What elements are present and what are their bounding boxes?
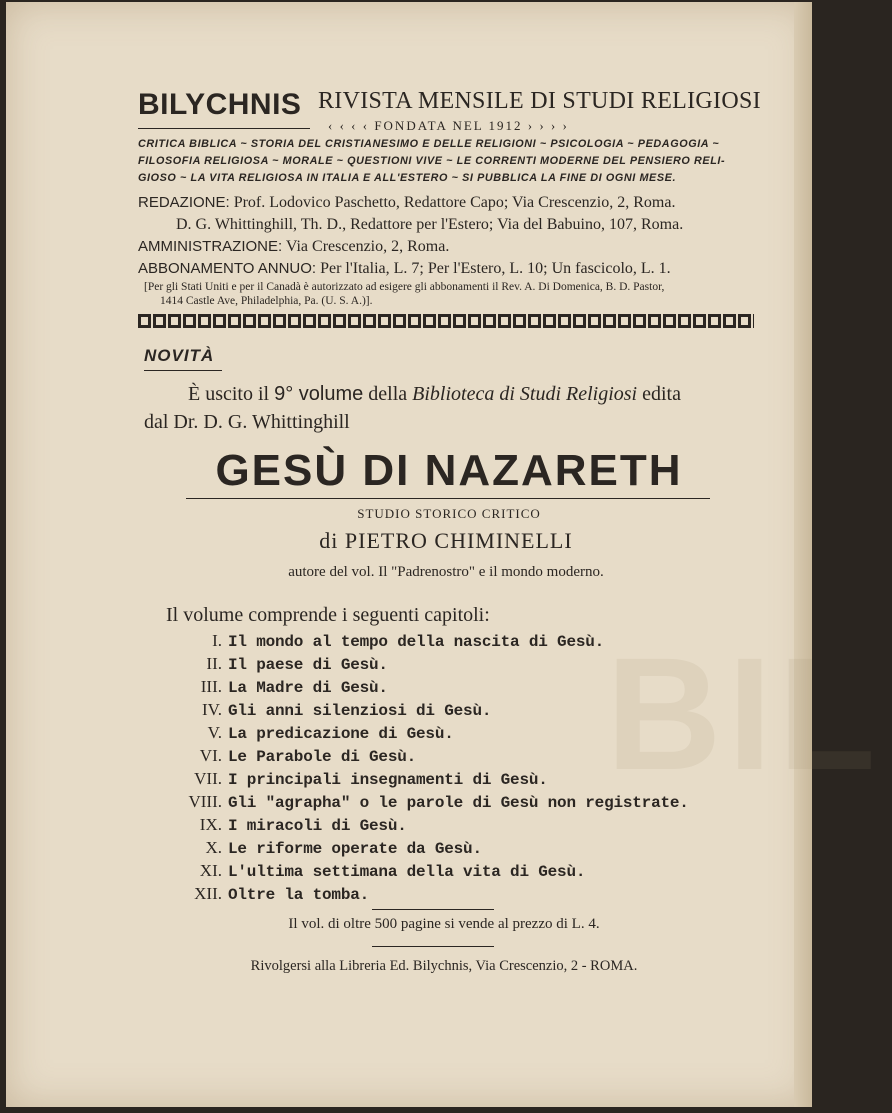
chapter-number: II. — [206, 654, 222, 673]
chapter-item — [166, 882, 766, 905]
redazione-text: Prof. Lodovico Paschetto, Redattore Capo; Via Crescenzio, 2, Roma. — [233, 194, 676, 211]
contact-line: Rivolgersi alla Libreria Ed. Bilychnis, Via Crescenzio, 2 - ROMA. — [250, 958, 638, 974]
chapter-title: I miracoli di Gesù. — [228, 817, 407, 835]
chapter-number: XII. — [194, 884, 222, 903]
chapter-title: Il mondo al tempo della nascita di Gesù. — [228, 633, 605, 651]
chapter-title: Oltre la tomba. — [228, 886, 370, 904]
subscription-note: 1414 Castle Ave, Philadelphia, Pa. (U. S. A.)]. — [160, 295, 373, 307]
chapter-item — [166, 721, 766, 744]
redazione-line-2: D. G. Whittinghill, Th. D., Redattore per l'Estero; Via del Babuino, 107, Roma. — [176, 216, 684, 233]
editorial-info — [138, 192, 758, 308]
text-run: edita — [637, 383, 681, 405]
book-subtitle: STUDIO STORICO CRITICO — [357, 506, 541, 521]
masthead-subtitle: RIVISTA MENSILE DI STUDI RELIGIOSI — [318, 88, 761, 114]
price-rule — [372, 946, 494, 947]
topics-line: GIOSO ~ LA VITA RELIGIOSA IN ITALIA E ALL'ESTERO ~ SI PUBBLICA LA FINE DI OGNI MESE. — [138, 172, 677, 184]
chapter-title: Le Parabole di Gesù. — [228, 748, 417, 766]
chapter-title: Le riforme operate da Gesù. — [228, 840, 482, 858]
announcement-line — [144, 380, 756, 408]
amministrazione-text: Via Crescenzio, 2, Roma. — [285, 238, 450, 255]
redazione-line — [138, 192, 758, 214]
title-rule — [186, 498, 710, 499]
announcement — [144, 380, 756, 436]
book-author: di PIETRO CHIMINELLI — [319, 528, 573, 553]
chapter-title: L'ultima settimana della vita di Gesù. — [228, 863, 586, 881]
chapter-title: La predicazione di Gesù. — [228, 725, 454, 743]
chapter-number: XI. — [199, 861, 222, 880]
price-line: Il vol. di oltre 500 pagine si vende al prezzo di L. 4. — [288, 916, 600, 932]
chapter-item — [166, 675, 766, 698]
abbonamento-text: Per l'Italia, L. 7; Per l'Estero, L. 10; Un fascicolo, L. 1. — [320, 260, 671, 277]
section-heading: NOVITÀ — [144, 346, 215, 365]
chapter-item — [166, 629, 766, 652]
chapter-number: III. — [200, 677, 222, 696]
book-title: GESÙ DI NAZARETH — [215, 446, 683, 495]
abbonamento-line — [138, 258, 758, 280]
ornamental-border — [138, 314, 754, 328]
chapter-number: X. — [205, 838, 222, 857]
founded-line: ‹ ‹ ‹ ‹ FONDATA NEL 1912 › › › › — [328, 118, 569, 133]
price-rule — [372, 909, 494, 910]
chapter-item — [166, 836, 766, 859]
chapter-number: VI. — [199, 746, 222, 765]
chapter-title: Gli "agrapha" o le parole di Gesù non registrate. — [228, 794, 689, 812]
page — [6, 2, 882, 1107]
amministrazione-line — [138, 236, 758, 258]
chapter-item — [166, 698, 766, 721]
brand-title: BILYCHNIS — [138, 88, 302, 121]
topics-block — [138, 136, 756, 187]
chapter-number: IV. — [202, 700, 222, 719]
series-name: Biblioteca di Studi Religiosi — [412, 383, 638, 405]
chapter-number: VIII. — [188, 792, 222, 811]
chapter-title: I principali insegnamenti di Gesù. — [228, 771, 548, 789]
chapter-list — [166, 602, 766, 905]
chapter-item — [166, 652, 766, 675]
chapter-item — [166, 813, 766, 836]
page-content — [6, 2, 812, 1107]
watermark: BIL — [606, 624, 882, 803]
chapter-item — [166, 790, 766, 813]
chapter-number: IX. — [199, 815, 222, 834]
abbonamento-label: ABBONAMENTO ANNUO: — [138, 260, 317, 277]
text-run: della — [363, 383, 413, 405]
chapter-list-intro: Il volume comprende i seguenti capitoli: — [166, 604, 490, 626]
chapter-item — [166, 859, 766, 882]
chapter-number: VII. — [194, 769, 222, 788]
volume-number: 9° volume — [274, 383, 364, 405]
redazione-label: REDAZIONE: — [138, 194, 230, 211]
text-run: È uscito il — [188, 383, 275, 405]
chapter-item — [166, 744, 766, 767]
heading-rule — [144, 370, 222, 371]
topics-line: FILOSOFIA RELIGIOSA ~ MORALE ~ QUESTIONI VIVE ~ LE CORRENTI MODERNE DEL PENSIERO RELI- — [138, 155, 726, 167]
subscription-note: [Per gli Stati Uniti e per il Canadà è autorizzato ad esigere gli abbonamenti il Rev. A. Di Domenica, B. D. Pastor, — [144, 281, 665, 293]
chapter-number: V. — [207, 723, 222, 742]
topics-line: CRITICA BIBLICA ~ STORIA DEL CRISTIANESIMO E DELLE RELIGIONI ~ PSICOLOGIA ~ PEDAGOGIA ~ — [138, 138, 720, 150]
amministrazione-label: AMMINISTRAZIONE: — [138, 238, 283, 255]
chapter-title: Gli anni silenziosi di Gesù. — [228, 702, 492, 720]
brand-rule — [138, 128, 310, 129]
chapter-item — [166, 767, 766, 790]
chapter-items — [166, 629, 766, 905]
chapter-title: La Madre di Gesù. — [228, 679, 388, 697]
announcement-line: dal Dr. D. G. Whittinghill — [144, 411, 350, 433]
author-note: autore del vol. Il "Padrenostro" e il mondo moderno. — [288, 564, 604, 580]
chapter-number: I. — [212, 631, 222, 650]
chapter-title: Il paese di Gesù. — [228, 656, 388, 674]
